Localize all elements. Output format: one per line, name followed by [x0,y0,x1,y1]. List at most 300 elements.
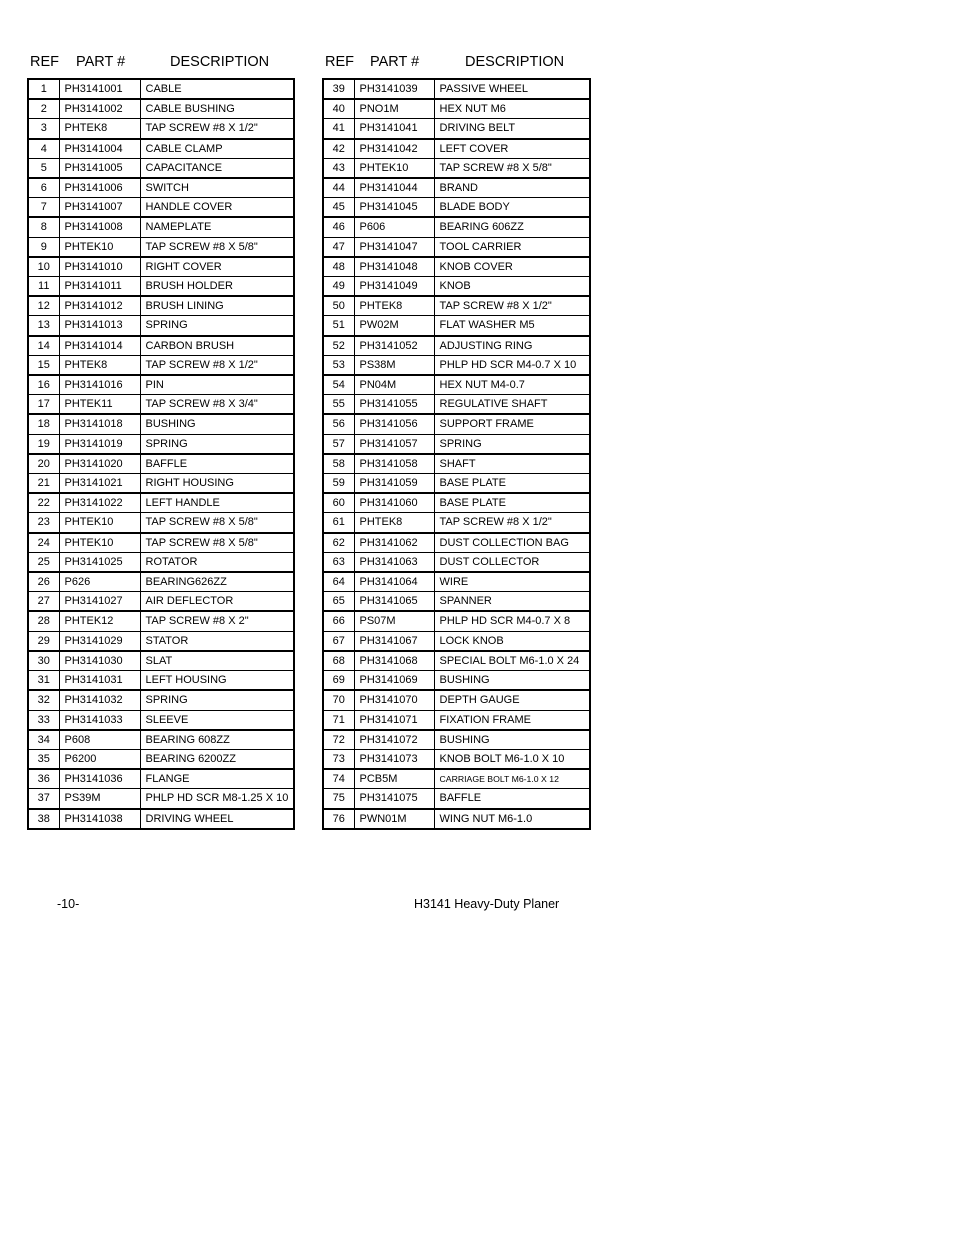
ref-cell: 48 [323,257,354,277]
description-cell: CARBON BRUSH [140,336,294,356]
description-cell: FLAT WASHER M5 [434,316,590,336]
ref-cell: 24 [28,533,59,553]
table-row [323,690,590,710]
parts-table-right [322,78,591,830]
part-number-cell: P6200 [59,749,140,769]
table-row [28,789,294,809]
ref-cell: 36 [28,769,59,789]
part-number-cell: PS38M [354,355,434,375]
part-number-cell: PH3141033 [59,710,140,730]
description-cell: TAP SCREW #8 X 2" [140,611,294,631]
ref-cell: 23 [28,513,59,533]
description-cell: TAP SCREW #8 X 5/8" [140,237,294,257]
description-cell: KNOB [434,277,590,297]
table-row [28,730,294,750]
right-header-part: PART # [370,54,420,70]
part-number-cell: PH3141016 [59,375,140,395]
ref-cell: 70 [323,690,354,710]
description-cell: TAP SCREW #8 X 1/2" [140,119,294,139]
part-number-cell: PH3141010 [59,257,140,277]
ref-cell: 25 [28,552,59,572]
table-row [28,611,294,631]
table-row [323,572,590,592]
ref-cell: 52 [323,336,354,356]
table-row [323,513,590,533]
ref-cell: 57 [323,434,354,454]
table-row [28,158,294,178]
ref-cell: 17 [28,395,59,415]
ref-cell: 44 [323,178,354,198]
ref-cell: 74 [323,769,354,789]
description-cell: RIGHT HOUSING [140,474,294,494]
description-cell: WIRE [434,572,590,592]
description-cell: LEFT COVER [434,139,590,159]
description-cell: ADJUSTING RING [434,336,590,356]
table-row [323,355,590,375]
part-number-cell: PH3141031 [59,671,140,691]
page-number: -10- [57,897,80,911]
description-cell: NAMEPLATE [140,217,294,237]
part-number-cell: P626 [59,572,140,592]
table-row [323,789,590,809]
part-number-cell: PH3141032 [59,690,140,710]
table-row [323,139,590,159]
table-row [28,572,294,592]
part-number-cell: PHTEK8 [59,119,140,139]
description-cell: BEARING 608ZZ [140,730,294,750]
description-cell: LOCK KNOB [434,631,590,651]
part-number-cell: PHTEK11 [59,395,140,415]
ref-cell: 47 [323,237,354,257]
ref-cell: 31 [28,671,59,691]
description-cell: SHAFT [434,454,590,474]
description-cell: FLANGE [140,769,294,789]
table-row [28,671,294,691]
description-cell: BRUSH HOLDER [140,277,294,297]
ref-cell: 51 [323,316,354,336]
description-cell: PIN [140,375,294,395]
part-number-cell: PH3141047 [354,237,434,257]
table-row [323,119,590,139]
part-number-cell: PH3141012 [59,296,140,316]
ref-cell: 27 [28,592,59,612]
part-number-cell: PH3141021 [59,474,140,494]
description-cell: KNOB COVER [434,257,590,277]
table-row [323,237,590,257]
part-number-cell: PH3141048 [354,257,434,277]
description-cell: STATOR [140,631,294,651]
description-cell: DRIVING WHEEL [140,809,294,829]
part-number-cell: PH3141075 [354,789,434,809]
table-row [28,749,294,769]
description-cell: TAP SCREW #8 X 1/2" [140,355,294,375]
description-cell: RIGHT COVER [140,257,294,277]
ref-cell: 59 [323,474,354,494]
ref-cell: 41 [323,119,354,139]
table-row [323,316,590,336]
table-row [28,99,294,119]
ref-cell: 7 [28,198,59,218]
right-header-description: DESCRIPTION [465,54,565,70]
ref-cell: 68 [323,651,354,671]
part-number-cell: PH3141058 [354,454,434,474]
part-number-cell: PH3141011 [59,277,140,297]
table-row [28,375,294,395]
description-cell: DEPTH GAUGE [434,690,590,710]
ref-cell: 3 [28,119,59,139]
ref-cell: 55 [323,395,354,415]
table-row [323,474,590,494]
part-number-cell: PH3141020 [59,454,140,474]
description-cell: BUSHING [434,730,590,750]
table-row [323,710,590,730]
table-row [28,552,294,572]
part-number-cell: PH3141002 [59,99,140,119]
table-row [28,355,294,375]
part-number-cell: PS39M [59,789,140,809]
description-cell: TAP SCREW #8 X 3/4" [140,395,294,415]
left-header-description: DESCRIPTION [170,54,270,70]
description-cell: CABLE CLAMP [140,139,294,159]
description-cell: SPANNER [434,592,590,612]
table-row [28,474,294,494]
table-row [28,631,294,651]
table-row [28,493,294,513]
ref-cell: 38 [37,812,50,825]
part-number-cell: PNO1M [354,99,434,119]
table-row [28,395,294,415]
ref-cell: 46 [323,217,354,237]
ref-cell: 2 [28,99,59,119]
part-number-cell: PH3141060 [354,493,434,513]
table-row [28,414,294,434]
table-row [28,651,294,671]
ref-cell: 22 [28,493,59,513]
table-row [323,414,590,434]
part-number-cell: PHTEK12 [59,611,140,631]
document-title: H3141 Heavy-Duty Planer [414,897,560,911]
part-number-cell: PWN01M [354,809,434,829]
table-row [323,592,590,612]
table-row [323,336,590,356]
description-cell: SWITCH [140,178,294,198]
ref-cell: 50 [323,296,354,316]
part-number-cell: PH3141071 [354,710,434,730]
part-number-cell: PH3141006 [59,178,140,198]
table-row [323,454,590,474]
description-cell: AIR DEFLECTOR [140,592,294,612]
description-cell: BEARING 6200ZZ [140,749,294,769]
part-number-cell: PH3141013 [59,316,140,336]
part-number-cell: PHTEK8 [354,296,434,316]
description-cell: REGULATIVE SHAFT [434,395,590,415]
part-number-cell: PH3141044 [354,178,434,198]
table-row [323,631,590,651]
ref-cell: 26 [28,572,59,592]
description-cell: BEARING626ZZ [140,572,294,592]
table-row [323,730,590,750]
description-cell: SUPPORT FRAME [434,414,590,434]
ref-cell: 28 [28,611,59,631]
table-row [28,533,294,553]
ref-cell: 9 [28,237,59,257]
description-cell: BASE PLATE [434,474,590,494]
part-number-cell: PHTEK10 [354,158,434,178]
ref-cell: 65 [323,592,354,612]
part-number-cell: PH3141064 [354,572,434,592]
table-row [323,99,590,119]
ref-cell: 32 [28,690,59,710]
table-row [323,611,590,631]
ref-cell: 64 [323,572,354,592]
table-row [28,454,294,474]
part-number-cell: PH3141008 [59,217,140,237]
description-cell: SPRING [434,434,590,454]
description-cell: CABLE [140,79,294,99]
table-row [28,710,294,730]
part-number-cell: PH3141038 [59,809,140,829]
part-number-cell: PH3141052 [354,336,434,356]
ref-cell: 30 [28,651,59,671]
part-number-cell: PH3141030 [59,651,140,671]
part-number-cell: PHTEK8 [354,513,434,533]
description-cell: WING NUT M6-1.0 [434,809,590,829]
description-cell: BRAND [434,178,590,198]
part-number-cell: PH3141069 [354,671,434,691]
part-number-cell: PH3141055 [354,395,434,415]
table-row [28,178,294,198]
part-number-cell: P606 [354,217,434,237]
part-number-cell: PS07M [354,611,434,631]
ref-cell: 21 [28,474,59,494]
table-row [323,178,590,198]
description-cell: SPRING [140,690,294,710]
part-number-cell: PH3141042 [354,139,434,159]
ref-cell: 33 [28,710,59,730]
description-cell: BLADE BODY [434,198,590,218]
description-cell: PHLP HD SCR M4-0.7 X 8 [434,611,590,631]
table-row [323,769,590,789]
description-cell: BAFFLE [140,454,294,474]
part-number-cell: PHTEK10 [59,533,140,553]
ref-cell: 40 [323,99,354,119]
description-cell: TAP SCREW #8 X 5/8" [434,158,590,178]
part-number-cell: P608 [59,730,140,750]
ref-cell: 37 [28,789,59,809]
table-row [28,690,294,710]
left-header-part: PART # [76,54,126,70]
description-cell: ROTATOR [140,552,294,572]
part-number-cell: PH3141063 [354,552,434,572]
part-number-cell: PH3141007 [59,198,140,218]
ref-cell: 56 [323,414,354,434]
description-cell: BRUSH LINING [140,296,294,316]
ref-cell: 49 [323,277,354,297]
part-number-cell: PH3141065 [354,592,434,612]
description-cell: TAP SCREW #8 X 1/2" [434,513,590,533]
description-cell: LEFT HANDLE [140,493,294,513]
part-number-cell: PH3141005 [59,158,140,178]
table-row [28,79,294,99]
part-number-cell: PH3141027 [59,592,140,612]
description-cell: SLEEVE [140,710,294,730]
part-number-cell: PH3141036 [59,769,140,789]
ref-cell: 58 [323,454,354,474]
description-cell: CARRIAGE BOLT M6-1.0 X 12 [434,769,590,789]
table-row [28,513,294,533]
part-number-cell: PH3141029 [59,631,140,651]
part-number-cell: PH3141041 [354,119,434,139]
ref-cell: 43 [323,158,354,178]
ref-cell: 1 [28,79,59,99]
description-cell: TOOL CARRIER [434,237,590,257]
ref-cell: 14 [28,336,59,356]
description-cell: DUST COLLECTOR [434,552,590,572]
table-row [323,671,590,691]
part-number-cell: PH3141062 [354,533,434,553]
table-row [28,769,294,789]
description-cell: PHLP HD SCR M4-0.7 X 10 [434,355,590,375]
part-number-cell: PH3141068 [354,651,434,671]
table-row [28,217,294,237]
ref-cell: 12 [28,296,59,316]
table-row [28,316,294,336]
table-row [323,198,590,218]
description-cell: BUSHING [140,414,294,434]
ref-cell: 53 [323,355,354,375]
description-cell: DUST COLLECTION BAG [434,533,590,553]
description-cell: HANDLE COVER [140,198,294,218]
table-row [323,651,590,671]
table-row [28,277,294,297]
description-cell: PASSIVE WHEEL [434,79,590,99]
ref-cell: 35 [28,749,59,769]
ref-cell: 75 [323,789,354,809]
ref-cell: 73 [323,749,354,769]
table-row [323,749,590,769]
ref-cell: 45 [323,198,354,218]
part-number-cell: PH3141073 [354,749,434,769]
part-number-cell: PH3141059 [354,474,434,494]
table-row [323,296,590,316]
table-row [28,434,294,454]
part-number-cell: PN04M [354,375,434,395]
part-number-cell: PH3141056 [354,414,434,434]
part-number-cell: PH3141039 [354,79,434,99]
ref-cell: 10 [28,257,59,277]
ref-cell: 69 [323,671,354,691]
table-row [28,198,294,218]
table-row [323,809,590,829]
part-number-cell: PHTEK8 [59,355,140,375]
part-number-cell: PH3141022 [59,493,140,513]
description-cell: HEX NUT M4-0.7 [434,375,590,395]
part-number-cell: PH3141067 [354,631,434,651]
description-cell: TAP SCREW #8 X 5/8" [140,513,294,533]
ref-cell: 18 [28,414,59,434]
table-row [323,493,590,513]
table-row [28,296,294,316]
table-row [323,158,590,178]
ref-cell: 19 [28,434,59,454]
table-row [28,809,294,829]
description-cell: CABLE BUSHING [140,99,294,119]
description-cell: BASE PLATE [434,493,590,513]
description-cell: BUSHING [434,671,590,691]
ref-cell: 42 [323,139,354,159]
ref-cell: 13 [28,316,59,336]
ref-cell: 11 [28,277,59,297]
part-number-cell: PH3141019 [59,434,140,454]
ref-cell: 61 [323,513,354,533]
table-row [323,79,590,99]
ref-cell: 16 [28,375,59,395]
part-number-cell: PH3141025 [59,552,140,572]
parts-table-left [27,78,295,830]
ref-cell: 76 [332,812,345,825]
description-cell: BAFFLE [434,789,590,809]
part-number-cell: PH3141070 [354,690,434,710]
part-number-cell: PHTEK10 [59,237,140,257]
part-number-cell: PH3141004 [59,139,140,159]
table-row [323,217,590,237]
description-cell: SPRING [140,434,294,454]
ref-cell: 15 [28,355,59,375]
ref-cell: 54 [323,375,354,395]
ref-cell: 63 [323,552,354,572]
part-number-cell: PH3141045 [354,198,434,218]
part-number-cell: PH3141018 [59,414,140,434]
description-cell: CAPACITANCE [140,158,294,178]
description-cell: SPECIAL BOLT M6-1.0 X 24 [434,651,590,671]
description-cell: PHLP HD SCR M8-1.25 X 10 [140,789,294,809]
table-row [28,139,294,159]
description-cell: FIXATION FRAME [434,710,590,730]
ref-cell: 29 [28,631,59,651]
right-header-ref: REF [325,54,354,70]
part-number-cell: PH3141049 [354,277,434,297]
description-cell: TAP SCREW #8 X 1/2" [434,296,590,316]
left-header-ref: REF [30,54,59,70]
ref-cell: 39 [323,79,354,99]
description-cell: BEARING 606ZZ [434,217,590,237]
part-number-cell: PH3141001 [59,79,140,99]
part-number-cell: PW02M [354,316,434,336]
description-cell: HEX NUT M6 [434,99,590,119]
ref-cell: 72 [323,730,354,750]
description-cell: DRIVING BELT [434,119,590,139]
table-row [323,277,590,297]
description-cell: TAP SCREW #8 X 5/8" [140,533,294,553]
table-row [28,336,294,356]
ref-cell: 71 [323,710,354,730]
table-row [28,592,294,612]
part-number-cell: PH3141014 [59,336,140,356]
table-row [323,375,590,395]
ref-cell: 62 [323,533,354,553]
ref-cell: 34 [28,730,59,750]
table-row [323,257,590,277]
table-row [28,119,294,139]
table-row [28,237,294,257]
table-row [323,552,590,572]
part-number-cell: PCB5M [354,769,434,789]
part-number-cell: PHTEK10 [59,513,140,533]
ref-cell: 8 [28,217,59,237]
part-number-cell: PH3141072 [354,730,434,750]
part-number-cell: PH3141057 [354,434,434,454]
description-cell: SPRING [140,316,294,336]
